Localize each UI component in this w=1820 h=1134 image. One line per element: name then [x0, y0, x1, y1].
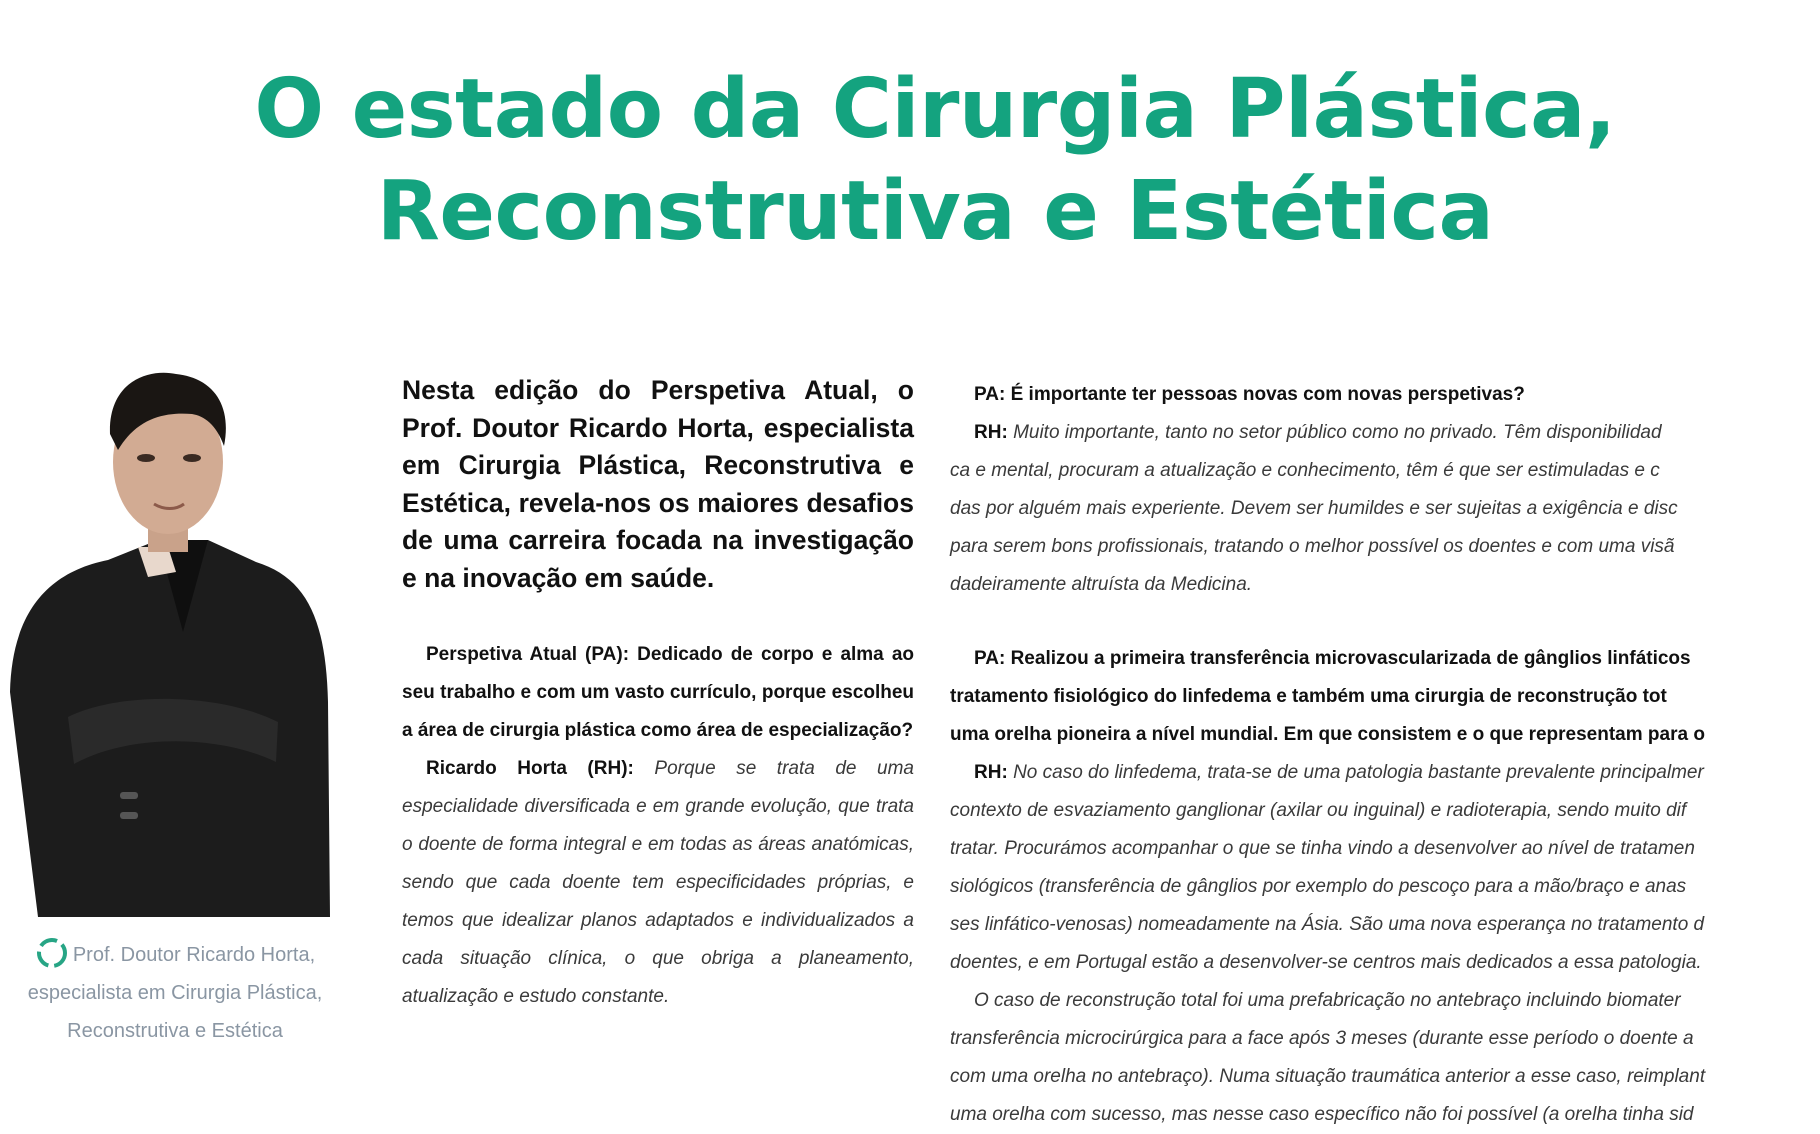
answer-4-line-2: transferência microcirúrgica para a face após 3 meses (durante esse período o doente a	[950, 1028, 1694, 1049]
answer-1-label: Ricardo Horta (RH):	[426, 758, 634, 779]
question-2: PA: É importante ter pessoas novas com novas perspetivas?	[974, 384, 1525, 405]
magazine-logo-icon	[35, 936, 69, 970]
column-2	[950, 376, 1820, 1134]
answer-3-line-2: contexto de esvaziamento ganglionar (axilar ou inguinal) e radioterapia, sendo muito dif	[950, 800, 1687, 821]
article-lead: Nesta edição do Perspetiva Atual, o Prof. Doutor Ricardo Horta, especialista em Cirurgia Plástica, Reconstrutiva e Estética, revela-nos os maiores desafios de uma carreira focada na investigação e na inovação em saúde.	[402, 375, 914, 593]
answer-1-text: Porque se trata de uma especialidade diversificada e em grande evolução, que trata o doente de forma integral e em todas as áreas anatómicas, sendo que cada doente tem especificidades próprias, e temos que idealizar planos adaptados e individualizados a cada situação clínica, o que obriga a planeamento, atualização e estudo constante.	[402, 758, 914, 1007]
answer-1	[402, 750, 914, 1016]
answer-3	[950, 754, 1820, 792]
answer-4-line-4: uma orelha com sucesso, mas nesse caso específico não foi possível (a orelha tinha sid	[950, 1104, 1694, 1125]
caption-line-2: especialista em Cirurgia Plástica,	[27, 982, 323, 1004]
caption-line-1: Prof. Doutor Ricardo Horta,	[72, 944, 316, 966]
answer-3-line-1: No caso do linfedema, trata-se de uma patologia bastante prevalente principalmer	[1013, 762, 1704, 783]
column-1	[402, 636, 914, 1016]
answer-2-line-5: dadeiramente altruísta da Medicina.	[950, 574, 1253, 595]
answer-2-line-1: Muito importante, tanto no setor público como no privado. Têm disponibilidad	[1013, 422, 1662, 443]
answer-2-line-4: para serem bons profissionais, tratando o melhor possível os doentes e com uma visã	[950, 536, 1675, 557]
article-title	[0, 59, 1820, 263]
portrait-photo	[8, 372, 330, 917]
title-line-2: Reconstrutiva e Estética	[376, 163, 1494, 259]
answer-3-label: RH:	[974, 762, 1008, 783]
question-3-line-2: tratamento fisiológico do linfedema e também uma cirurgia de reconstrução tot	[950, 686, 1667, 707]
title-line-1: O estado da Cirurgia Plástica,	[254, 61, 1616, 157]
question-1: Perspetiva Atual (PA): Dedicado de corpo e alma ao seu trabalho e com um vasto currículo, porque escolheu a área de cirurgia plástica como área de especialização?	[402, 644, 914, 741]
question-3-line-1: PA: Realizou a primeira transferência microvascularizada de gânglios linfáticos	[974, 648, 1691, 669]
photo-caption	[2, 936, 348, 1050]
answer-2	[950, 414, 1820, 452]
answer-2-line-2: ca e mental, procuram a atualização e conhecimento, têm é que ser estimuladas e c	[950, 460, 1660, 481]
answer-3-line-6: doentes, e em Portugal estão a desenvolver-se centros mais dedicados a essa patologia.	[950, 952, 1702, 973]
answer-4-line-3: com uma orelha no antebraço). Numa situação traumática anterior a esse caso, reimplant	[950, 1066, 1706, 1087]
caption-line-3: Reconstrutiva e Estética	[67, 1020, 283, 1042]
answer-3-line-3: tratar. Procurámos acompanhar o que se tinha vindo a desenvolver ao nível de tratamen	[950, 838, 1695, 859]
answer-3-line-5: ses linfático-venosas) nomeadamente na Ásia. São uma nova esperança no tratamento d	[950, 914, 1705, 935]
answer-4-line-1: O caso de reconstrução total foi uma prefabricação no antebraço incluindo biomater	[974, 990, 1681, 1011]
question-3-line-3: uma orelha pioneira a nível mundial. Em que consistem e o que representam para o	[950, 724, 1705, 745]
answer-2-label: RH:	[974, 422, 1008, 443]
answer-3-line-4: siológicos (transferência de gânglios por exemplo do pescoço para a mão/braço e anas	[950, 876, 1687, 897]
answer-2-line-3: das por alguém mais experiente. Devem ser humildes e ser sujeitas a exigência e disc	[950, 498, 1678, 519]
